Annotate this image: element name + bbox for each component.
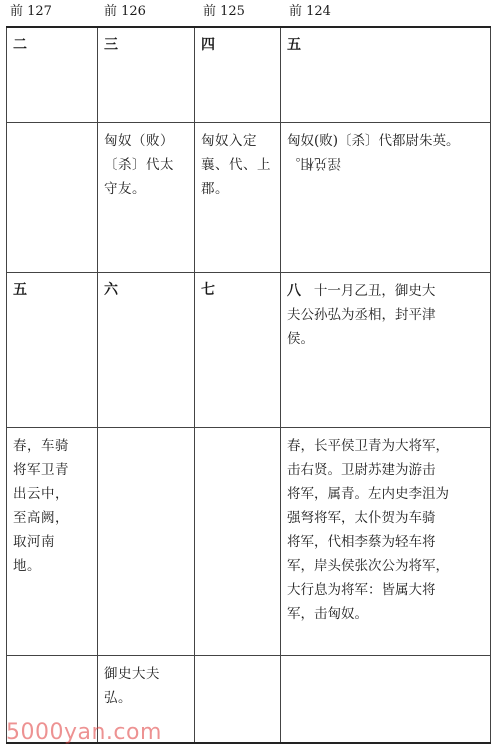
rank-label: 五	[13, 281, 28, 298]
cell-text-line	[287, 279, 485, 303]
year-header-1: 前 126	[104, 4, 146, 19]
cell-text-line: 匈奴(败)〔杀〕代都尉朱英。	[287, 132, 460, 149]
cell-text: 十一月乙丑，御史大	[313, 282, 436, 299]
cell-text-line: 侯。	[287, 330, 314, 347]
cell-text-line: 将军，属青。左内史李沮为	[287, 485, 449, 502]
table-cell	[195, 27, 281, 122]
rank-label: 八	[287, 282, 301, 299]
flipped-text-line: 淫兑相。	[287, 154, 341, 171]
year-header-2: 前 125	[203, 4, 245, 19]
cell-text-line: 郡。	[201, 180, 229, 197]
table-cell	[281, 272, 491, 427]
cell-text-line: 至高阙，	[13, 509, 69, 526]
table-row-ranks-2	[7, 272, 491, 427]
rank-label: 六	[104, 281, 119, 298]
table-row-ranks-1	[7, 27, 491, 122]
rank-label: 五	[287, 37, 302, 53]
cell-text-line: 夫公孙弘为丞相，封平津	[287, 306, 436, 323]
cell-text-line: 出云中，	[13, 485, 69, 502]
table-cell	[7, 27, 98, 122]
table-cell	[98, 27, 195, 122]
cell-text-line: 将军，代相李蔡为轻车将	[287, 533, 436, 550]
table-row-events-2	[7, 427, 491, 655]
table-cell	[98, 427, 195, 655]
table-row-events-1	[7, 122, 491, 272]
cell-text-line: 强弩将军，太仆贺为车骑	[287, 509, 436, 526]
table-cell	[195, 272, 281, 427]
rank-label: 四	[201, 37, 216, 53]
table-cell	[195, 655, 281, 743]
table-cell	[7, 122, 98, 272]
rank-label: 三	[104, 37, 119, 53]
chronology-table	[6, 26, 491, 744]
cell-text-line: 匈奴（败）	[104, 132, 174, 149]
table-cell	[281, 427, 491, 655]
cell-text-line: 守友。	[104, 180, 146, 197]
year-header-3: 前 124	[289, 4, 331, 19]
table-cell	[281, 655, 491, 743]
table-cell	[98, 122, 195, 272]
cell-text-line: 地。	[13, 557, 41, 574]
cell-text-line: 御史大夫	[104, 665, 160, 682]
table-cell	[195, 122, 281, 272]
cell-text-line: 军，岸头侯张次公为将军，	[287, 557, 449, 574]
rank-label: 七	[201, 281, 216, 298]
cell-text-line: 匈奴入定	[201, 132, 257, 149]
watermark: 5000yan.com	[6, 720, 162, 745]
cell-text-line: 〔杀〕代太	[104, 156, 174, 173]
cell-text-line: 军，击匈奴。	[287, 605, 368, 622]
cell-text-line: 取河南	[13, 533, 55, 550]
table-cell	[7, 427, 98, 655]
table-cell	[98, 272, 195, 427]
year-header-0: 前 127	[10, 4, 52, 19]
cell-text-line: 大行息为将军：皆属大将	[287, 581, 436, 598]
table-cell	[7, 272, 98, 427]
rank-label: 二	[13, 37, 28, 53]
table-cell	[281, 27, 491, 122]
cell-text-line: 将军卫青	[13, 461, 69, 478]
table-cell	[195, 427, 281, 655]
cell-text-line: 春，车骑	[13, 437, 69, 454]
cell-text-line: 弘。	[104, 689, 132, 706]
cell-text-line: 襄、代、上	[201, 156, 271, 173]
table-cell	[281, 122, 491, 272]
cell-text-line: 击右贤。卫尉苏建为游击	[287, 461, 436, 478]
cell-text-line: 春，长平侯卫青为大将军，	[287, 437, 449, 454]
